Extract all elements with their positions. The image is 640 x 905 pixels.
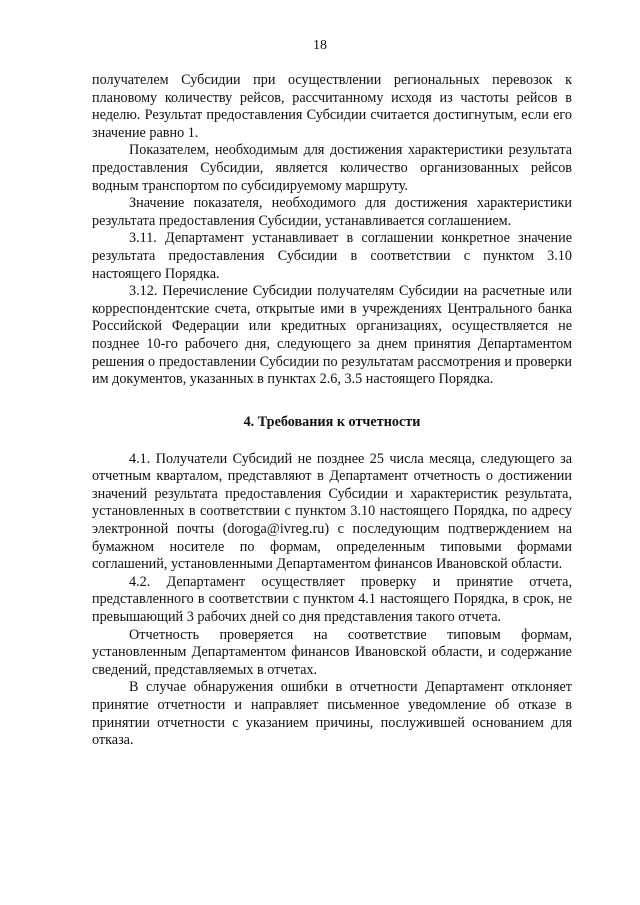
- paragraph-error-rejection: В случае обнаружения ошибки в отчетности Департамент отклоняет принятие отчетности и направляет письменное уведомление об отказе в принятии отчетности с указанием причины, послужившей основанием для отказа.: [92, 679, 572, 749]
- paragraph-3-11: 3.11. Департамент устанавливает в соглашении конкретное значение результата предоставления Субсидии в соответствии с пунктом 3.10 настоящего Порядка.: [92, 230, 572, 282]
- paragraph-4-2: 4.2. Департамент осуществляет проверку и принятие отчета, представленного в соответствии с пунктом 4.1 настоящего Порядка, в срок, не превышающий 3 рабочих дней со дня представления такого отчета.: [92, 573, 572, 626]
- paragraph-continuation: получателем Субсидии при осуществлении региональных перевозок к плановому количеству рейсов, рассчитанному исходя из частоты рейсов в неделю. Результат предоставления Субсидии считается достигнутым, если его значение равно 1.: [92, 72, 572, 141]
- paragraph-indicator-value: Значение показателя, необходимого для достижения характеристики результата предоставления Субсидии, устанавливается соглашением.: [92, 195, 572, 229]
- paragraph-reporting-check: Отчетность проверяется на соответствие типовым формам, установленным Департаментом финансов Ивановской области, и содержание сведений, представляемых в отчетах.: [92, 626, 572, 678]
- section-heading: 4. Требования к отчетности: [243, 413, 421, 430]
- document-body: [92, 72, 572, 750]
- paragraph-indicator: Показателем, необходимым для достижения характеристики результата предоставления Субсидии, является количество организованных рейсов водным транспортом по субсидируемому маршруту.: [92, 142, 572, 194]
- paragraph-4-1: 4.1. Получатели Субсидий не позднее 25 числа месяца, следующего за отчетным кварталом, представляют в Департамент отчетность о достижении значений результата предоставления Субсидии и характеристик результата, установленных в соответствии с пунктом 3.10 настоящего Порядка, по адресу электронной почты (doroga@ivreg.ru) с последующим подтверждением на бумажном носителе по формам, определенным типовыми формами соглашений, установленными Департаментом финансов Ивановской области.: [92, 450, 572, 573]
- page-number: 18: [313, 38, 327, 53]
- paragraph-3-12: 3.12. Перечисление Субсидии получателям Субсидии на расчетные или корреспондентские счета, открытые ими в учреждениях Центрального банка Российской Федерации или кредитных организациях, осуществляется не позднее 10-го рабочего дня, следующего за днем принятия Департаментом решения о предоставлении Субсидии по результатам рассмотрения и проверки им документов, указанных в пунктах 2.6, 3.5 настоящего Порядка.: [92, 283, 572, 388]
